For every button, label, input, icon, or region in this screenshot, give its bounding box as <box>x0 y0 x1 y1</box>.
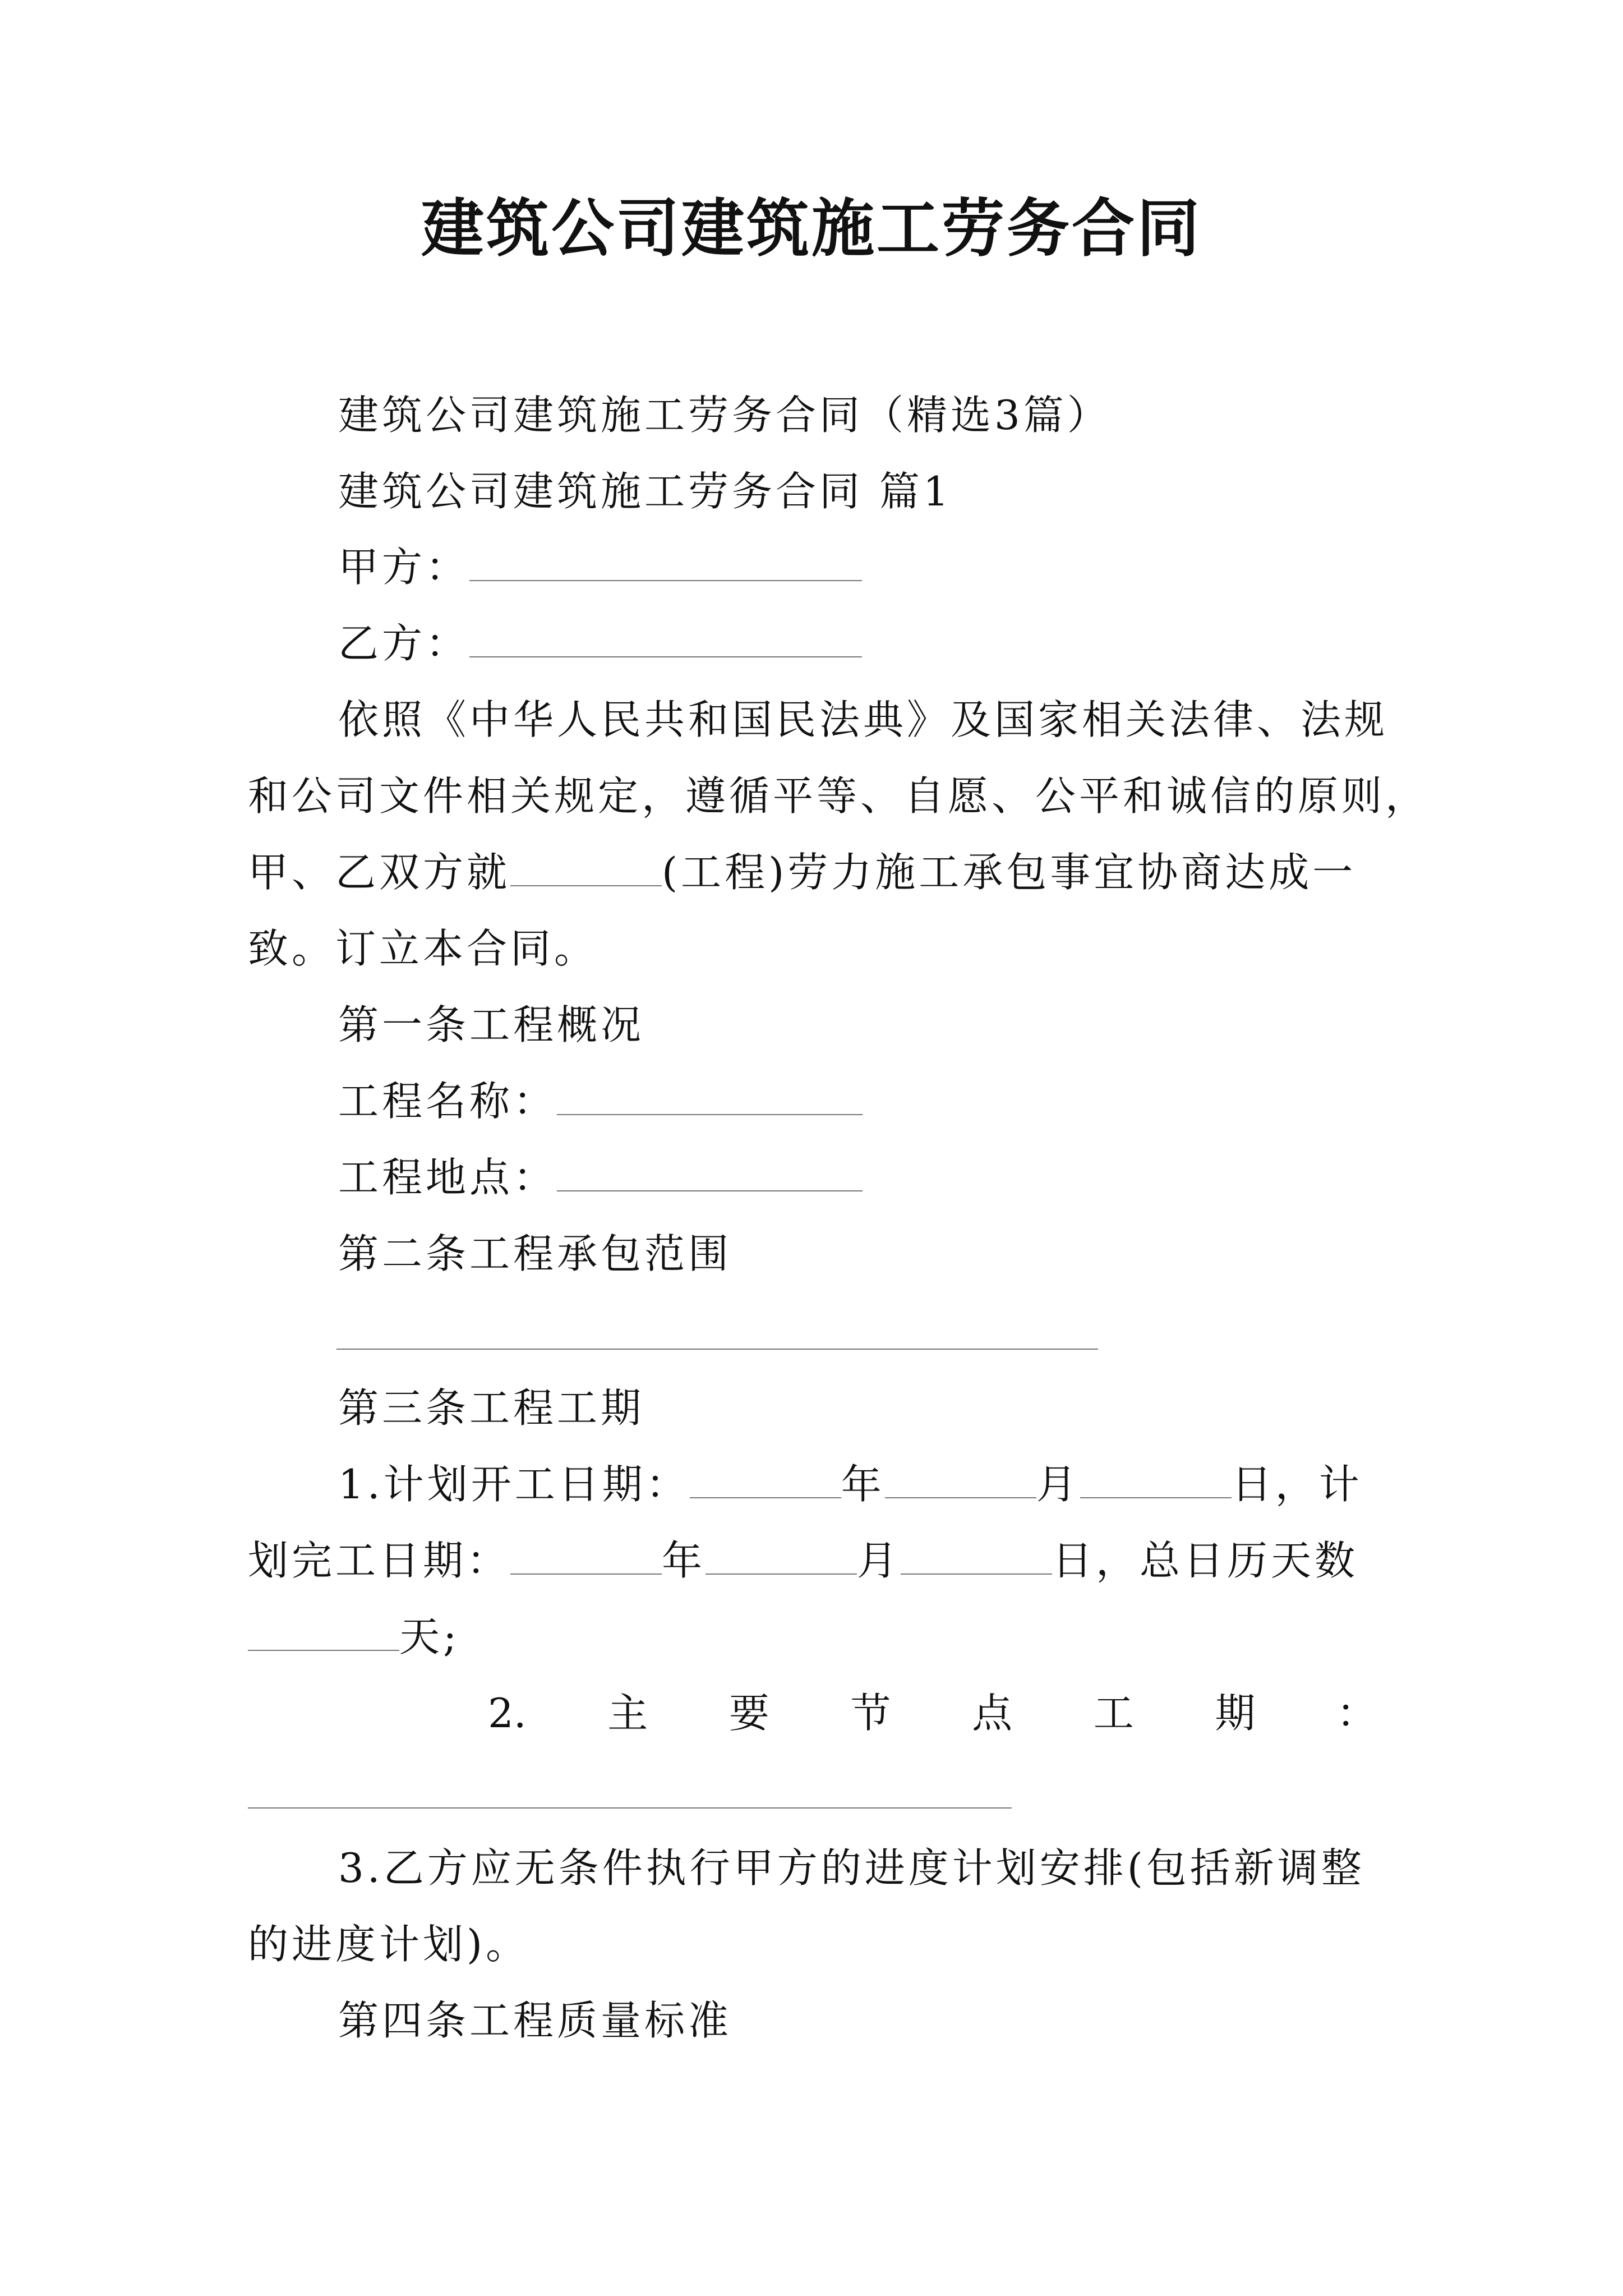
project-name-line <box>338 1073 863 1129</box>
project-location-blank <box>557 1158 863 1191</box>
end-date-line <box>248 1533 1358 1589</box>
article-3-heading: 第三条工程工期 <box>338 1384 645 1432</box>
total-days-blank <box>248 1617 399 1651</box>
milestone-char: 要 <box>728 1690 769 1737</box>
intro-line-2: 和公司文件相关规定，遵循平等、自愿、公平和诚信的原则， <box>248 772 1430 820</box>
end-day-blank <box>901 1541 1052 1575</box>
total-days-line <box>248 1609 460 1665</box>
start-month-blank <box>885 1465 1036 1498</box>
collection-subtitle: 建筑公司建筑施工劳务合同（精选3篇） <box>338 392 1111 439</box>
start-date-line <box>338 1456 1363 1512</box>
end-day-unit: 日，总日历天数 <box>1052 1537 1359 1584</box>
end-date-label: 划完工日期： <box>248 1537 511 1584</box>
project-location-label: 工程地点： <box>338 1154 557 1201</box>
end-month-blank <box>706 1541 857 1575</box>
milestone-char: 期 <box>1215 1690 1256 1737</box>
intro-line-4: 致。订立本合同。 <box>248 925 598 972</box>
article-4-heading: 第四条工程质量标准 <box>338 1997 732 2044</box>
milestone-char: 节 <box>850 1690 891 1737</box>
party-a-blank <box>469 547 862 581</box>
start-day-unit: 日，计 <box>1231 1461 1363 1508</box>
milestone-char: 工 <box>1093 1690 1134 1737</box>
article-1-heading: 第一条工程概况 <box>338 1001 645 1048</box>
start-year-unit: 年 <box>841 1461 885 1508</box>
start-date-label: 1.计划开工日期： <box>338 1461 690 1508</box>
milestone-blank-rule <box>248 1807 1012 1809</box>
milestone-char: 2. <box>488 1690 527 1737</box>
party-b-line <box>338 615 862 671</box>
party-b-blank <box>469 624 862 657</box>
intro-line-3-end: (工程)劳力施工承包事宜协商达成一 <box>662 849 1357 896</box>
intro-line-3-start: 甲、乙双方就 <box>248 849 511 896</box>
party-a-line <box>338 539 862 595</box>
project-location-line <box>338 1149 863 1205</box>
start-month-unit: 月 <box>1036 1461 1080 1508</box>
end-year-unit: 年 <box>662 1537 706 1584</box>
milestone-char: 主 <box>607 1690 648 1737</box>
article-2-heading: 第二条工程承包范围 <box>338 1230 732 1277</box>
schedule-clause-line-1: 3.乙方应无条件执行甲方的进度计划安排(包括新调整 <box>338 1844 1365 1892</box>
project-name-label: 工程名称： <box>338 1078 557 1125</box>
start-year-blank <box>690 1465 841 1498</box>
project-blank <box>510 853 662 886</box>
end-year-blank <box>510 1541 662 1575</box>
document-title: 建筑公司建筑施工劳务合同 <box>421 192 1202 265</box>
start-day-blank <box>1080 1465 1232 1498</box>
project-name-blank <box>557 1082 863 1115</box>
milestone-char: 点 <box>972 1690 1013 1737</box>
party-a-label: 甲方： <box>338 544 470 591</box>
intro-line-3 <box>248 844 1356 900</box>
milestone-char: ： <box>1336 1690 1377 1737</box>
part-heading: 建筑公司建筑施工劳务合同 篇1 <box>338 468 952 515</box>
party-b-label: 乙方： <box>338 620 470 667</box>
intro-line-1: 依照《中华人民共和国民法典》及国家相关法律、法规 <box>338 696 1389 743</box>
total-days-unit: 天; <box>399 1613 460 1660</box>
milestone-line <box>488 1685 1377 1741</box>
end-month-unit: 月 <box>857 1537 901 1584</box>
scope-blank-rule <box>336 1349 1098 1350</box>
schedule-clause-line-2: 的进度计划)。 <box>248 1921 530 1968</box>
